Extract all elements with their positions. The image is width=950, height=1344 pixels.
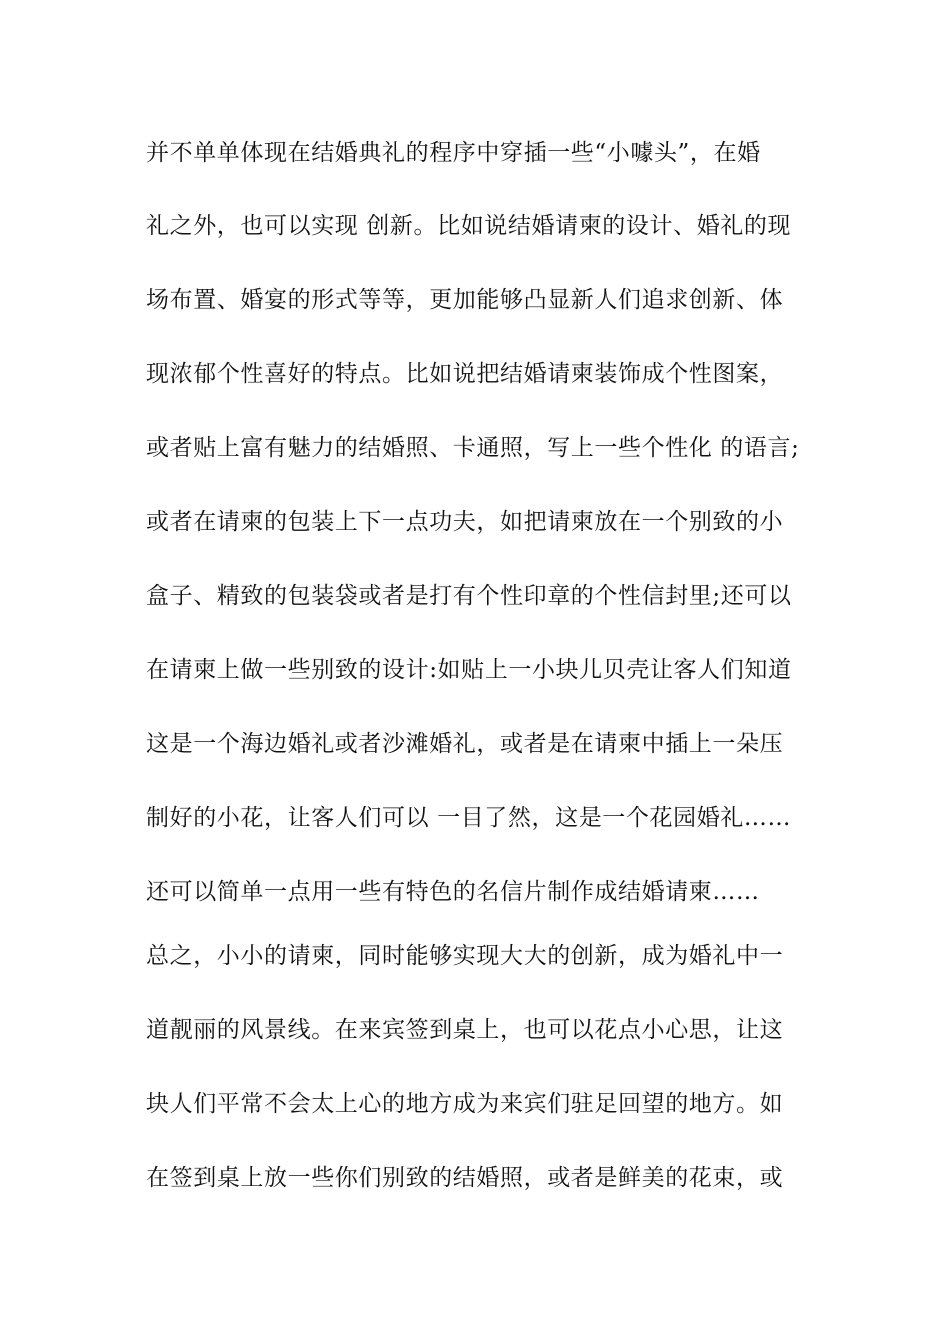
text-line: 场布置、婚宴的形式等等，更加能够凸显新人们追求创新、体 (146, 287, 784, 313)
text-line: 这是一个海边婚礼或者沙滩婚礼，或者是在请柬中插上一朵压 (146, 731, 784, 757)
text-line: 道靓丽的风景线。在来宾签到桌上，也可以花点小心思，让这 (146, 1017, 784, 1043)
text-line: 现浓郁个性喜好的特点。比如说把结婚请柬装饰成个性图案， (146, 361, 784, 387)
text-line: 并不单单体现在结婚典礼的程序中穿插一些“小噱头”，在婚 (146, 140, 761, 166)
text-line: 或者贴上富有魅力的结婚照、卡通照，写上一些个性化 的语言; (146, 435, 800, 461)
text-line: 在请柬上做一些别致的设计:如贴上一小块儿贝壳让客人们知道 (146, 657, 792, 683)
text-line: 制好的小花，让客人们可以 一目了然，这是一个花园婚礼…… (146, 805, 792, 831)
text-line: 盒子、精致的包装袋或者是打有个性印章的个性信封里;还可以 (146, 583, 792, 609)
text-line: 在签到桌上放一些你们别致的结婚照，或者是鲜美的花束，或 (146, 1165, 784, 1191)
text-line: 或者在请柬的包装上下一点功夫，如把请柬放在一个别致的小 (146, 509, 784, 535)
text-line: 礼之外，也可以实现 创新。比如说结婚请柬的设计、婚礼的现 (146, 213, 792, 239)
text-line: 还可以简单一点用一些有特色的名信片制作成结婚请柬…… (146, 879, 760, 905)
text-line: 块人们平常不会太上心的地方成为来宾们驻足回望的地方。如 (146, 1091, 784, 1117)
text-line: 总之，小小的请柬，同时能够实现大大的创新，成为婚礼中一 (146, 943, 784, 969)
